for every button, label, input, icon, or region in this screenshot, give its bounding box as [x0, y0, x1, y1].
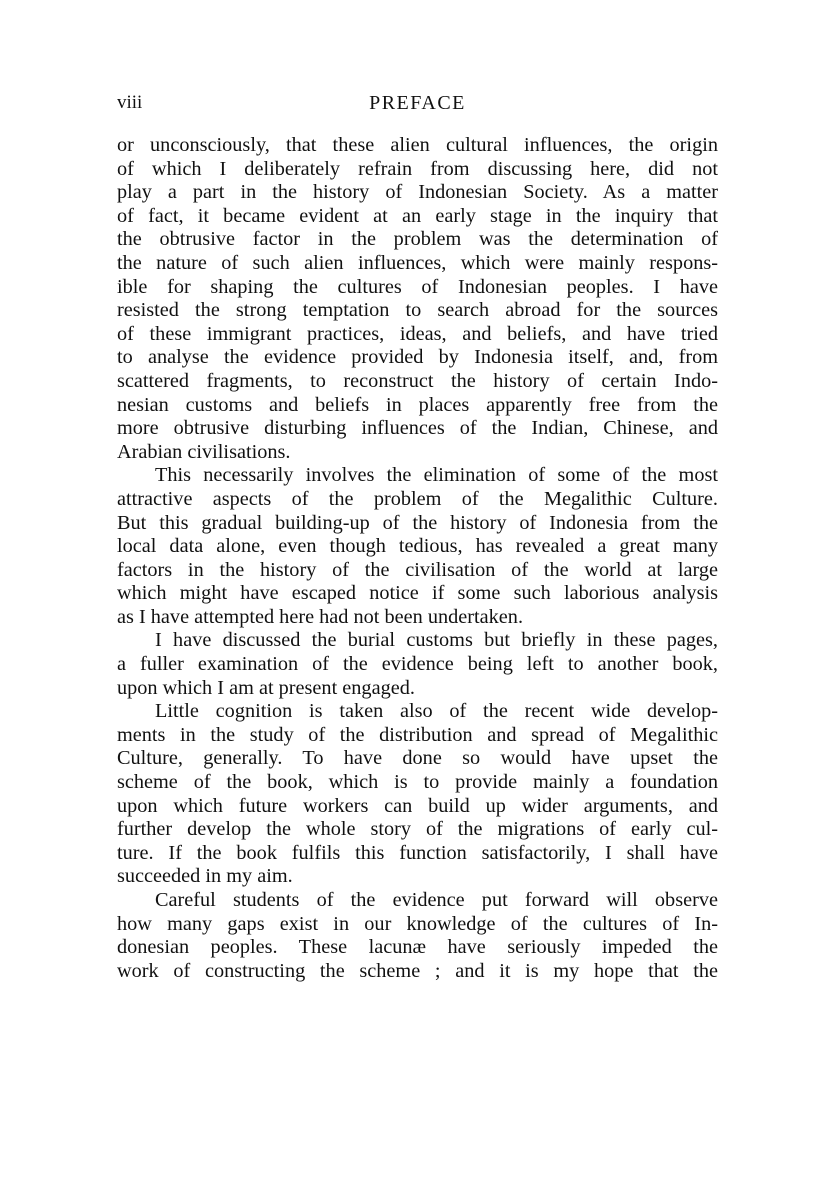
text-line: which might have escaped notice if some such laborious analysis — [117, 582, 718, 605]
paragraph-4 — [117, 700, 718, 889]
text-line: more obtrusive disturbing influences of the Indian, Chinese, and — [117, 417, 718, 440]
text-line: how many gaps exist in our knowledge of the cultures of In- — [117, 912, 718, 935]
text-line: But this gradual building-up of the history of Indonesia from the — [117, 511, 718, 534]
text-line: of these immigrant practices, ideas, and beliefs, and have tried — [117, 322, 718, 345]
text-line: of fact, it became evident at an early stage in the inquiry that — [117, 204, 718, 227]
text-line: ments in the study of the distribution and spread of Megalithic — [117, 723, 718, 746]
text-line: ible for shaping the cultures of Indonesian peoples. I have — [117, 275, 718, 298]
text-line: succeeded in my aim. — [117, 865, 293, 888]
paragraph-3 — [117, 629, 718, 700]
text-line: Little cognition is taken also of the recent wide develop- — [155, 700, 718, 723]
book-page — [117, 88, 718, 983]
paragraph-1 — [117, 134, 718, 464]
text-line: scattered fragments, to reconstruct the history of certain Indo- — [117, 369, 718, 392]
text-line: to analyse the evidence provided by Indonesia itself, and, from — [117, 346, 718, 369]
text-line: nesian customs and beliefs in places apparently free from the — [117, 393, 718, 416]
paragraph-2 — [117, 464, 718, 629]
body-text — [117, 134, 718, 983]
text-line: factors in the history of the civilisation of the world at large — [117, 558, 718, 581]
page-number: viii — [117, 92, 143, 113]
text-line: Culture, generally. To have done so would have upset the — [117, 747, 718, 770]
paragraph-5 — [117, 889, 718, 983]
text-line: further develop the whole story of the migrations of early cul- — [117, 818, 718, 841]
text-line: ture. If the book fulfils this function satisfactorily, I shall have — [117, 841, 718, 864]
text-line: I have discussed the burial customs but briefly in these pages, — [155, 629, 718, 652]
text-line: donesian peoples. These lacunæ have seriously impeded the — [117, 936, 718, 959]
text-line: a fuller examination of the evidence being left to another book, — [117, 653, 718, 676]
text-line: play a part in the history of Indonesian Society. As a matter — [117, 181, 718, 204]
text-line: the obtrusive factor in the problem was the determination of — [117, 228, 718, 251]
text-line: upon which future workers can build up wider arguments, and — [117, 794, 718, 817]
text-line: This necessarily involves the elimination of some of the most — [155, 464, 718, 487]
text-line: resisted the strong temptation to search abroad for the sources — [117, 299, 718, 322]
text-line: Arabian civilisations. — [117, 440, 291, 463]
text-line: or unconsciously, that these alien cultural influences, the origin — [117, 134, 718, 156]
text-line: work of constructing the scheme ; and it is my hope that the — [117, 959, 718, 982]
text-line: scheme of the book, which is to provide mainly a foundation — [117, 771, 718, 794]
text-line: Careful students of the evidence put forward will observe — [155, 889, 718, 911]
running-head — [117, 88, 718, 118]
text-line: as I have attempted here had not been undertaken. — [117, 605, 524, 628]
text-line: upon which I am at present engaged. — [117, 676, 415, 699]
text-line: attractive aspects of the problem of the Megalithic Culture. — [117, 487, 718, 510]
text-line: the nature of such alien influences, which were mainly respons- — [117, 251, 718, 274]
text-line: of which I deliberately refrain from discussing here, did not — [117, 157, 718, 180]
text-line: local data alone, even though tedious, has revealed a great many — [117, 535, 718, 558]
running-title: PREFACE — [369, 92, 466, 114]
